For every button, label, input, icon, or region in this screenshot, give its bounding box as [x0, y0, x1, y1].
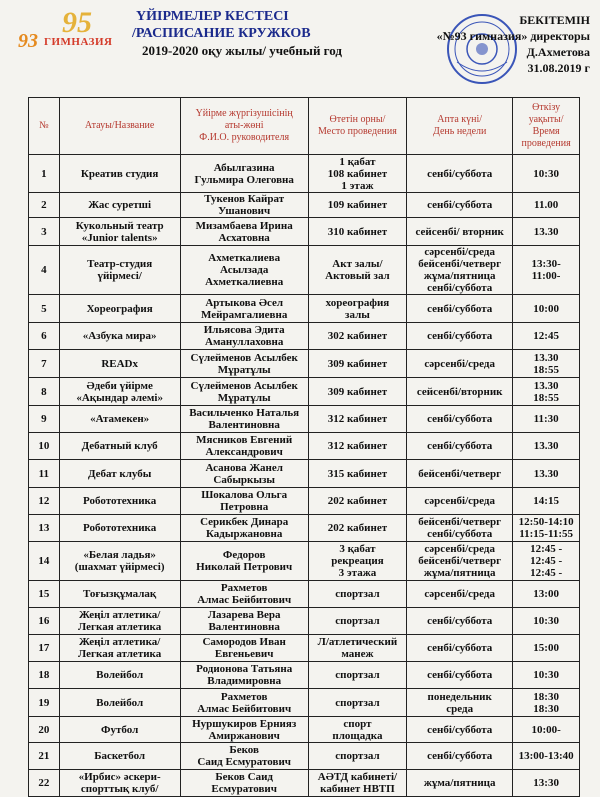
cell-day: сенбі/суббота: [407, 323, 513, 350]
cell-name: Театр-студия үйірмесі/: [59, 246, 180, 295]
cell-time: 15:00: [513, 635, 580, 662]
cell-n: 1: [29, 155, 60, 193]
table-row: [29, 378, 580, 406]
cell-place: спортзал: [308, 608, 406, 635]
cell-place: спортзал: [308, 581, 406, 608]
table-row: [29, 406, 580, 433]
cell-leader: Артыкова Әсел Мейрамгалиевна: [180, 295, 308, 323]
cell-name: Жеңіл атлетика/ Легкая атлетика: [59, 608, 180, 635]
cell-name: «Атамекен»: [59, 406, 180, 433]
table-row: [29, 193, 580, 218]
table-row: [29, 350, 580, 378]
table-row: [29, 743, 580, 770]
cell-leader: Ахметкалиева Асылзада Ахметкалиевна: [180, 246, 308, 295]
cell-day: сәрсенбі/среда: [407, 488, 513, 515]
cell-leader: Шокалова Ольга Петровна: [180, 488, 308, 515]
cell-name: READx: [59, 350, 180, 378]
cell-time: 10:00-: [513, 717, 580, 743]
cell-day: сенбі/суббота: [407, 608, 513, 635]
cell-leader: Рахметов Алмас Бейбитович: [180, 581, 308, 608]
cell-n: 15: [29, 581, 60, 608]
cell-n: 17: [29, 635, 60, 662]
cell-place: 312 кабинет: [308, 433, 406, 460]
approve-school: «№93 гимназия» директоры: [436, 29, 590, 43]
cell-day: понедельник среда: [407, 689, 513, 717]
cell-place: 302 кабинет: [308, 323, 406, 350]
cell-leader: Родионова Татьяна Владимировна: [180, 662, 308, 689]
cell-time: 10:30: [513, 608, 580, 635]
cell-day: сәрсенбі/среда бейсенбі/четверг жұма/пятница: [407, 542, 513, 581]
cell-place: спортзал: [308, 689, 406, 717]
cell-n: 8: [29, 378, 60, 406]
cell-name: Дебатный клуб: [59, 433, 180, 460]
cell-place: 109 кабинет: [308, 193, 406, 218]
cell-leader: Серикбек Динара Кадыржановна: [180, 515, 308, 542]
title-ru: /РАСПИСАНИЕ КРУЖКОВ: [132, 26, 311, 41]
cell-leader: Мясников Евгений Александрович: [180, 433, 308, 460]
cell-time: 11:30: [513, 406, 580, 433]
cell-time: 10:00: [513, 295, 580, 323]
cell-leader: Тукенов Кайрат Ушанович: [180, 193, 308, 218]
cell-time: 12:45: [513, 323, 580, 350]
schedule-table: [28, 97, 580, 797]
title-kz: ҮЙІРМЕЛЕР КЕСТЕСІ: [136, 9, 289, 24]
cell-name: Баскетбол: [59, 743, 180, 770]
col-name: Атауы/Название: [59, 98, 180, 155]
cell-n: 4: [29, 246, 60, 295]
cell-leader: Самородов Иван Евгеньевич: [180, 635, 308, 662]
col-place: Өтетін орны/ Место проведения: [308, 98, 406, 155]
cell-leader: Сүлейменов Асылбек Мұратұлы: [180, 378, 308, 406]
approve-date: 31.08.2019 г: [527, 61, 590, 75]
cell-place: 309 кабинет: [308, 350, 406, 378]
cell-n: 6: [29, 323, 60, 350]
cell-name: Әдеби үйірме «Ақындар әлемі»: [59, 378, 180, 406]
table-row: [29, 515, 580, 542]
cell-time: 13:30- 11:00-: [513, 246, 580, 295]
table-header-row: [29, 98, 580, 155]
cell-place: 312 кабинет: [308, 406, 406, 433]
cell-n: 21: [29, 743, 60, 770]
cell-day: сенбі/суббота: [407, 635, 513, 662]
cell-n: 3: [29, 218, 60, 246]
table-row: [29, 488, 580, 515]
cell-leader: Рахметов Алмас Бейбитович: [180, 689, 308, 717]
cell-name: «Ирбис» әскери- спорттық клуб/: [59, 770, 180, 797]
col-number: №: [29, 98, 60, 155]
cell-day: сейсенбі/вторник: [407, 378, 513, 406]
table-row: [29, 662, 580, 689]
cell-n: 19: [29, 689, 60, 717]
cell-n: 2: [29, 193, 60, 218]
cell-day: бейсенбі/четверг сенбі/суббота: [407, 515, 513, 542]
cell-leader: Асанова Жанел Сабыркызы: [180, 460, 308, 488]
cell-place: 202 кабинет: [308, 515, 406, 542]
cell-n: 22: [29, 770, 60, 797]
cell-leader: Беков Саид Есмуратович: [180, 770, 308, 797]
cell-time: 13.30 18:55: [513, 378, 580, 406]
col-time: Өткізу уақыты/ Время проведения: [513, 98, 580, 155]
cell-leader: Сүлейменов Асылбек Мұратұлы: [180, 350, 308, 378]
cell-day: сенбі/суббота: [407, 662, 513, 689]
cell-n: 9: [29, 406, 60, 433]
cell-name: Дебат клубы: [59, 460, 180, 488]
cell-time: 10:30: [513, 155, 580, 193]
table-row: [29, 433, 580, 460]
cell-day: сенбі/суббота: [407, 193, 513, 218]
cell-time: 14:15: [513, 488, 580, 515]
logo-big-number: 95: [62, 6, 92, 39]
table-row: [29, 581, 580, 608]
cell-time: 18:30 18:30: [513, 689, 580, 717]
table-row: [29, 218, 580, 246]
cell-day: жұма/пятница: [407, 770, 513, 797]
table-row: [29, 460, 580, 488]
cell-day: бейсенбі/четверг: [407, 460, 513, 488]
cell-n: 18: [29, 662, 60, 689]
cell-n: 7: [29, 350, 60, 378]
cell-place: спортзал: [308, 662, 406, 689]
col-day: Апта күні/ День недели: [407, 98, 513, 155]
cell-n: 12: [29, 488, 60, 515]
table-row: [29, 295, 580, 323]
cell-n: 14: [29, 542, 60, 581]
cell-time: 13.30: [513, 433, 580, 460]
cell-place: Акт залы/ Актовый зал: [308, 246, 406, 295]
table-row: [29, 717, 580, 743]
cell-name: Волейбол: [59, 662, 180, 689]
cell-leader: Беков Саид Есмуратович: [180, 743, 308, 770]
cell-time: 11.00: [513, 193, 580, 218]
cell-place: спортзал: [308, 743, 406, 770]
logo-text: ГИМНАЗИЯ: [44, 36, 113, 48]
school-year: 2019-2020 оқу жылы/ учебный год: [142, 43, 342, 58]
page-title: [132, 8, 402, 59]
cell-leader: Мизамбаева Ирина Асхатовна: [180, 218, 308, 246]
cell-place: 202 кабинет: [308, 488, 406, 515]
cell-place: Л/атлетический манеж: [308, 635, 406, 662]
cell-time: 13.30 18:55: [513, 350, 580, 378]
cell-day: сенбі/суббота: [407, 406, 513, 433]
cell-name: Тоғызқұмалақ: [59, 581, 180, 608]
cell-time: 13:00-13:40: [513, 743, 580, 770]
table-row: [29, 246, 580, 295]
cell-time: 12:50-14:10 11:15-11:55: [513, 515, 580, 542]
cell-leader: Васильченко Наталья Валентиновна: [180, 406, 308, 433]
cell-time: 12:45 - 12:45 - 12:45 -: [513, 542, 580, 581]
cell-day: сенбі/суббота: [407, 155, 513, 193]
cell-n: 11: [29, 460, 60, 488]
cell-n: 16: [29, 608, 60, 635]
cell-name: Футбол: [59, 717, 180, 743]
cell-day: сенбі/суббота: [407, 743, 513, 770]
cell-name: Жас суретші: [59, 193, 180, 218]
logo-number: 93: [18, 30, 38, 52]
cell-place: 310 кабинет: [308, 218, 406, 246]
table-row: [29, 542, 580, 581]
cell-day: сенбі/суббота: [407, 717, 513, 743]
cell-day: сейсенбі/ вторник: [407, 218, 513, 246]
approve-director: Д.Ахметова: [526, 45, 590, 59]
table-row: [29, 155, 580, 193]
cell-place: 3 қабат рекреация 3 этажа: [308, 542, 406, 581]
cell-leader: Нуршукиров Ернияз Амиржанович: [180, 717, 308, 743]
cell-day: сәрсенбі/среда: [407, 581, 513, 608]
cell-place: АӘТД кабинеті/ кабинет НВТП: [308, 770, 406, 797]
cell-n: 5: [29, 295, 60, 323]
cell-name: Робототехника: [59, 515, 180, 542]
table-row: [29, 635, 580, 662]
cell-day: сәрсенбі/среда: [407, 350, 513, 378]
cell-time: 13:30: [513, 770, 580, 797]
cell-name: Робототехника: [59, 488, 180, 515]
cell-day: сенбі/суббота: [407, 295, 513, 323]
cell-n: 13: [29, 515, 60, 542]
cell-name: «Белая ладья» (шахмат үйірмесі): [59, 542, 180, 581]
cell-name: Жеңіл атлетика/ Легкая атлетика: [59, 635, 180, 662]
cell-time: 10:30: [513, 662, 580, 689]
cell-leader: Ильясова Эдита Амануллаховна: [180, 323, 308, 350]
cell-place: спорт площадка: [308, 717, 406, 743]
approve-heading: БЕКІТЕМІН: [519, 13, 590, 27]
cell-time: 13:00: [513, 581, 580, 608]
cell-day: сәрсенбі/среда бейсенбі/четверг жұма/пятница сенбі/суббота: [407, 246, 513, 295]
col-leader: Үйірме жүргізушісінің аты-жөні Ф.И.О. руководителя: [180, 98, 308, 155]
cell-day: сенбі/суббота: [407, 433, 513, 460]
cell-name: Креатив студия: [59, 155, 180, 193]
cell-name: Кукольный театр «Junior talents»: [59, 218, 180, 246]
cell-time: 13.30: [513, 218, 580, 246]
cell-leader: Федоров Николай Петрович: [180, 542, 308, 581]
table-row: [29, 770, 580, 797]
cell-leader: Абылгазина Гульмира Олеговна: [180, 155, 308, 193]
cell-n: 10: [29, 433, 60, 460]
gymnasium-logo: [14, 6, 114, 58]
cell-name: «Азбука мира»: [59, 323, 180, 350]
cell-name: Хореография: [59, 295, 180, 323]
cell-place: 1 қабат 108 кабинет 1 этаж: [308, 155, 406, 193]
approval-block: [400, 12, 590, 76]
cell-place: хореография залы: [308, 295, 406, 323]
cell-place: 315 кабинет: [308, 460, 406, 488]
cell-place: 309 кабинет: [308, 378, 406, 406]
table-row: [29, 689, 580, 717]
cell-n: 20: [29, 717, 60, 743]
table-row: [29, 608, 580, 635]
cell-name: Волейбол: [59, 689, 180, 717]
cell-leader: Лазарева Вера Валентиновна: [180, 608, 308, 635]
table-row: [29, 323, 580, 350]
cell-time: 13.30: [513, 460, 580, 488]
